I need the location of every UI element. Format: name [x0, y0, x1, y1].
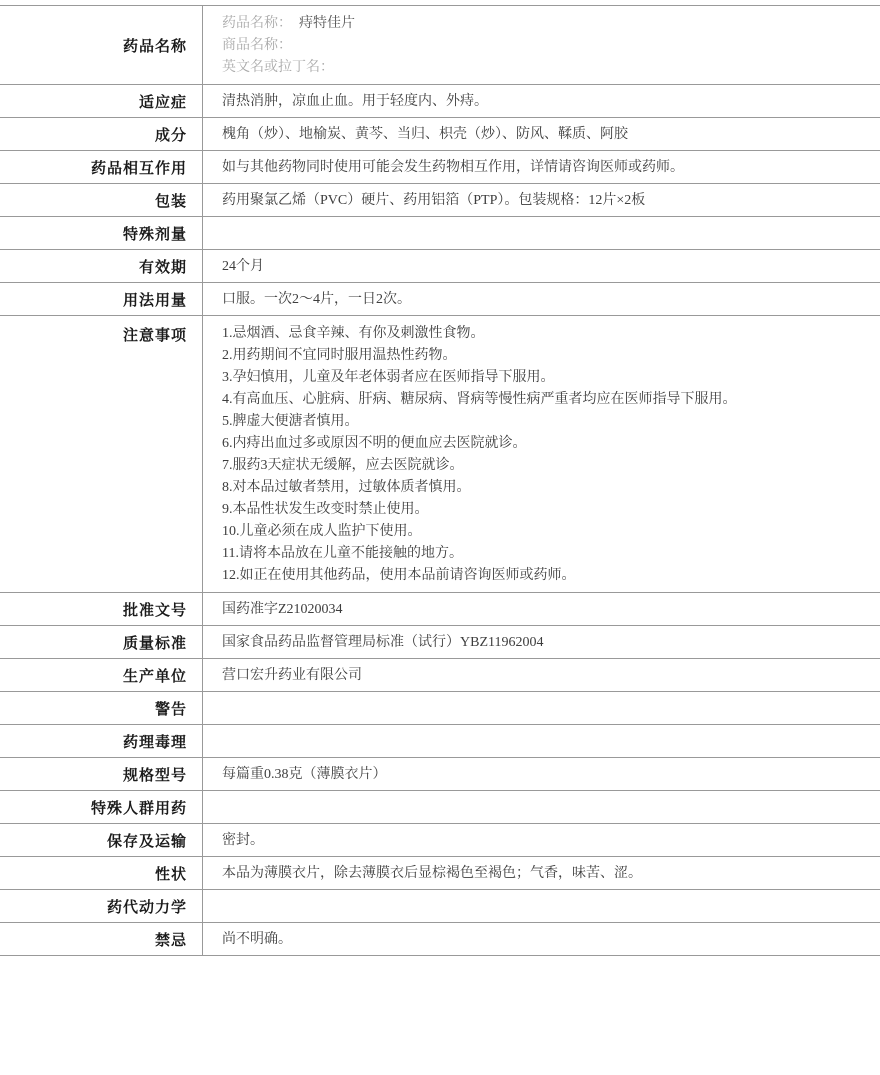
row-value: 营口宏升药业有限公司 — [222, 667, 362, 683]
note-line: 2.用药期间不宜同时服用温热性药物。 — [222, 348, 457, 363]
note-line: 10.儿童必须在成人监护下使用。 — [222, 524, 422, 539]
table-row — [0, 659, 880, 692]
row-label: 禁忌 — [0, 923, 203, 955]
table-row — [0, 151, 880, 184]
row-label: 药品相互作用 — [0, 151, 203, 183]
row-value: 国家食品药品监督管理局标准（试行）YBZ11962004 — [222, 634, 544, 650]
name-line — [222, 57, 868, 79]
row-value: 如与其他药物同时使用可能会发生药物相互作用，详情请咨询医师或药师。 — [222, 159, 684, 175]
row-value — [203, 316, 880, 592]
row-label: 适应症 — [0, 85, 203, 117]
row-value: 每篇重0.38克（薄膜衣片） — [222, 766, 387, 782]
table-row — [0, 217, 880, 250]
table-row — [0, 283, 880, 316]
table-row — [0, 890, 880, 923]
row-label: 成分 — [0, 118, 203, 150]
table-row — [0, 593, 880, 626]
row-label: 规格型号 — [0, 758, 203, 790]
row-value — [203, 791, 880, 823]
note-line: 9.本品性状发生改变时禁止使用。 — [222, 502, 429, 517]
table-row — [0, 316, 880, 593]
row-value — [203, 6, 880, 84]
table-row — [0, 923, 880, 956]
row-value: 清热消肿，凉血止血。用于轻度内、外痔。 — [222, 93, 488, 109]
row-value — [203, 890, 880, 922]
name-line — [222, 35, 868, 57]
note-line: 4.有高血压、心脏病、肝病、糖尿病、肾病等慢性病严重者均应在医师指导下服用。 — [222, 392, 737, 407]
row-label: 特殊剂量 — [0, 217, 203, 249]
name-line-prefix: 药品名称： — [222, 16, 292, 31]
name-line-prefix: 英文名或拉丁名： — [222, 60, 334, 75]
row-label: 药品名称 — [0, 6, 203, 84]
table-row — [0, 184, 880, 217]
row-value — [203, 725, 880, 757]
table-row — [0, 118, 880, 151]
table-row — [0, 6, 880, 85]
note-line: 5.脾虚大便溏者慎用。 — [222, 414, 359, 429]
note-line: 7.服药3天症状无缓解，应去医院就诊。 — [222, 458, 464, 473]
row-label: 注意事项 — [0, 316, 203, 592]
row-value: 槐角（炒）、地榆炭、黄芩、当归、枳壳（炒）、防风、鞣质、阿胶 — [222, 126, 628, 142]
row-label: 批准文号 — [0, 593, 203, 625]
row-label: 保存及运输 — [0, 824, 203, 856]
table-row — [0, 725, 880, 758]
row-value: 口服。一次2～4片，一日2次。 — [222, 291, 411, 307]
row-label: 药代动力学 — [0, 890, 203, 922]
name-line — [222, 13, 868, 35]
table-row — [0, 626, 880, 659]
note-line: 8.对本品过敏者禁用，过敏体质者慎用。 — [222, 480, 471, 495]
row-label: 有效期 — [0, 250, 203, 282]
row-value — [203, 692, 880, 724]
row-value: 药用聚氯乙烯（PVC）硬片、药用铝箔（PTP）。包装规格：12片×2板 — [222, 192, 646, 208]
row-value: 密封。 — [222, 832, 264, 848]
table-row — [0, 692, 880, 725]
name-line-value: 痔特佳片 — [299, 16, 355, 31]
name-line-prefix: 商品名称： — [222, 38, 292, 53]
table-row — [0, 85, 880, 118]
row-value: 24个月 — [222, 258, 264, 274]
row-label: 特殊人群用药 — [0, 791, 203, 823]
row-label: 用法用量 — [0, 283, 203, 315]
table-row — [0, 857, 880, 890]
row-label: 包装 — [0, 184, 203, 216]
table-row — [0, 758, 880, 791]
row-label: 药理毒理 — [0, 725, 203, 757]
note-line: 12.如正在使用其他药品，使用本品前请咨询医师或药师。 — [222, 568, 576, 583]
table-row — [0, 250, 880, 283]
row-label: 质量标准 — [0, 626, 203, 658]
note-line: 3.孕妇慎用，儿童及年老体弱者应在医师指导下服用。 — [222, 370, 555, 385]
row-label: 警告 — [0, 692, 203, 724]
table-row — [0, 824, 880, 857]
note-line: 11.请将本品放在儿童不能接触的地方。 — [222, 546, 463, 561]
row-label: 性状 — [0, 857, 203, 889]
row-value: 本品为薄膜衣片，除去薄膜衣后显棕褐色至褐色；气香，味苦、涩。 — [222, 865, 642, 881]
table-row — [0, 791, 880, 824]
row-value — [203, 217, 880, 249]
drug-info-table — [0, 5, 880, 956]
note-line: 1.忌烟酒、忌食辛辣、有你及刺激性食物。 — [222, 326, 485, 341]
row-value: 尚不明确。 — [222, 931, 292, 947]
row-value: 国药准字Z21020034 — [222, 601, 343, 617]
row-label: 生产单位 — [0, 659, 203, 691]
note-line: 6.内痔出血过多或原因不明的便血应去医院就诊。 — [222, 436, 527, 451]
